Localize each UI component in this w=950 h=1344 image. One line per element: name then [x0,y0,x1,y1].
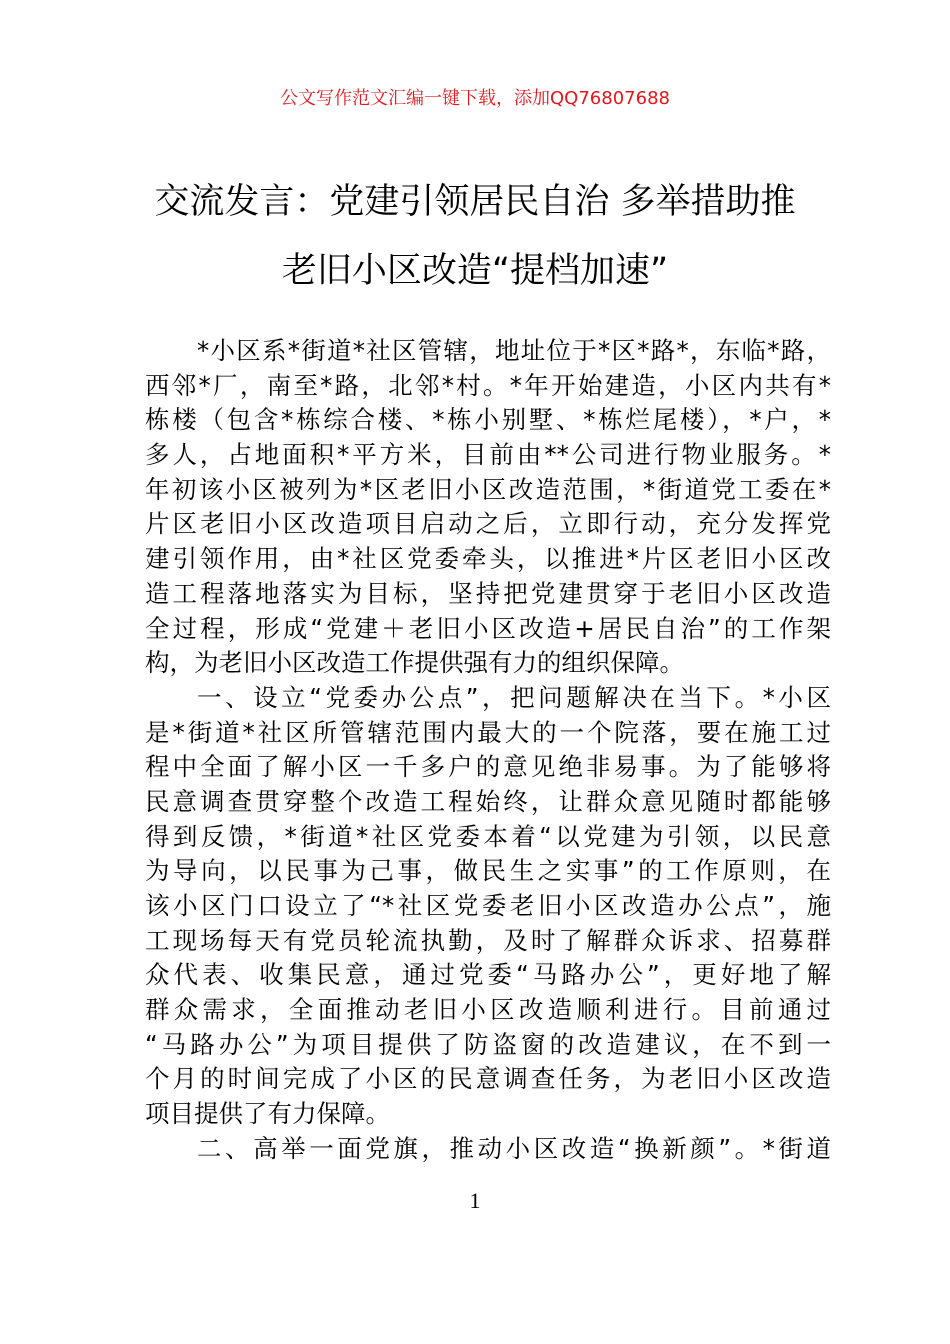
paragraph [145,1132,831,1167]
paragraph-line: 构，为老旧小区改造工作提供强有力的组织保障。 [145,648,684,678]
paragraph-line: *小区系*街道*社区管辖，地址位于*区*路*，东临*路， [197,336,831,365]
paragraph-line: 全过程，形成“党建＋老旧小区改造+居民自治”的工作架 [145,613,831,643]
paragraph-line: 得到反馈，*街道*社区党委本着“以党建为引领，以民意 [145,821,831,851]
download-banner: 公文写作范文汇编一键下载，添加QQ76807688 [280,88,670,109]
paragraph-line: 片区老旧小区改造项目启动之后，立即行动，充分发挥党 [145,509,831,539]
paragraph-line: 是*街道*社区所管辖范围内最大的一个院落，要在施工过 [145,717,831,747]
paragraph [145,681,831,1132]
document-body [145,334,831,1167]
page-number: 1 [469,1188,481,1213]
paragraph-line: 二、高举一面党旗，推动小区改造“换新颜”。*街道 [197,1133,831,1163]
paragraph-line: 多人，占地面积*平方米，目前由**公司进行物业服务。* [145,440,831,470]
paragraph-line: 个月的时间完成了小区的民意调查任务，为老旧小区改造 [145,1064,831,1094]
paragraph-line: 为导向，以民事为己事，做民生之实事”的工作原则，在 [145,856,831,886]
paragraph-line: 西邻*厂，南至*路，北邻*村。*年开始建造，小区内共有* [145,370,831,400]
paragraph-line: 众代表、收集民意，通过党委“马路办公”，更好地了解 [145,960,831,990]
paragraph-line: 民意调查贯穿整个改造工程始终，让群众意见随时都能够 [145,786,831,816]
paragraph [145,334,831,681]
paragraph-line: 工现场每天有党员轮流执勤，及时了解群众诉求、招募群 [145,925,831,955]
document-title-line-1: 交流发言：党建引领居民自治 多举措助推 [154,182,796,222]
paragraph-line: 程中全面了解小区一千多户的意见绝非易事。为了能够将 [145,752,831,782]
paragraph-line: 栋楼（包含*栋综合楼、*栋小别墅、*栋烂尾楼），*户，* [145,405,831,435]
paragraph-line: 年初该小区被列为*区老旧小区改造范围，*街道党工委在* [145,474,831,504]
paragraph-line: 一、设立“党委办公点”，把问题解决在当下。*小区 [197,682,831,712]
paragraph-line: “马路办公”为项目提供了防盗窗的改造建议，在不到一 [145,1029,831,1059]
paragraph-line: 项目提供了有力保障。 [145,1099,390,1129]
paragraph-line: 建引领作用，由*社区党委牵头，以推进*片区老旧小区改 [145,544,831,574]
document-title-line-2: 老旧小区改造“提档加速” [281,251,669,291]
paragraph-line: 造工程落地落实为目标，坚持把党建贯穿于老旧小区改造 [145,578,831,608]
paragraph-line: 该小区门口设立了“*社区党委老旧小区改造办公点”，施 [145,891,831,920]
paragraph-line: 群众需求，全面推动老旧小区改造顺利进行。目前通过 [145,995,831,1025]
